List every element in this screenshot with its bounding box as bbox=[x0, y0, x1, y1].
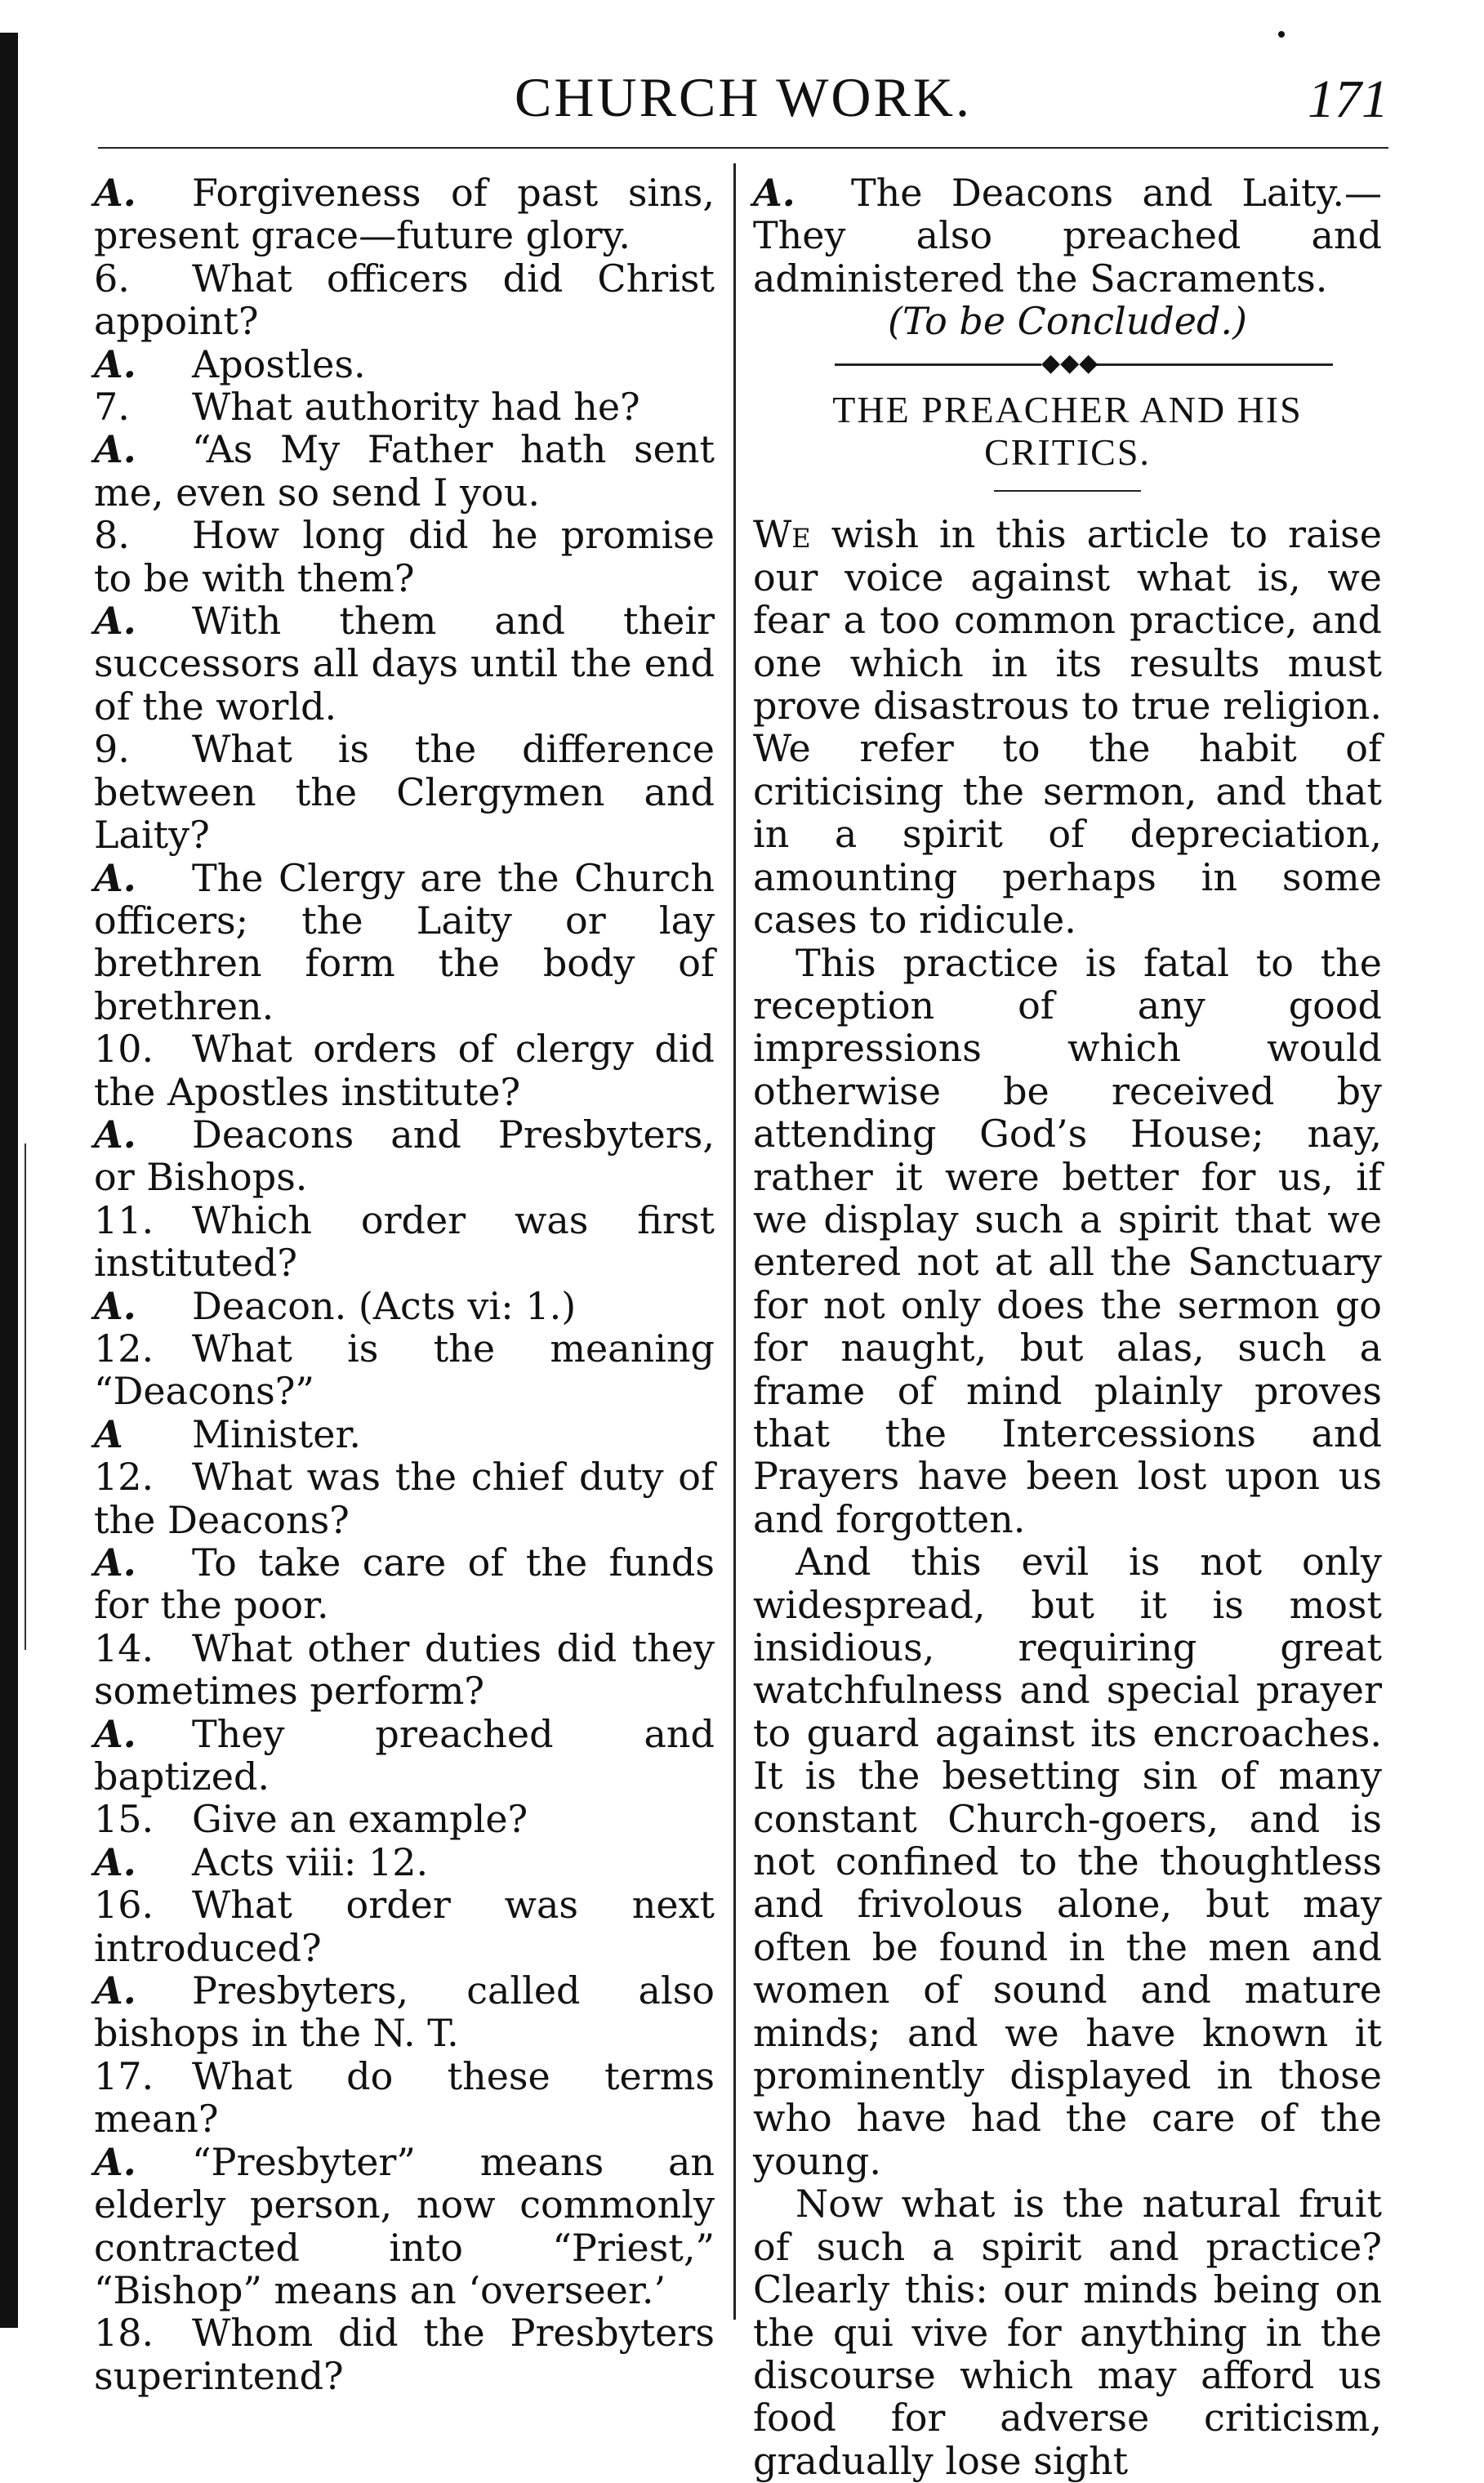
answer-label: A. bbox=[753, 171, 795, 215]
catechism-answer bbox=[94, 1413, 715, 1455]
answer-label: A. bbox=[94, 1540, 136, 1585]
binding-edge bbox=[0, 33, 18, 2328]
ornament-diamond-icon: ◆◆◆ bbox=[1041, 348, 1099, 377]
answer-label: A. bbox=[94, 599, 136, 644]
question-text: What orders of clergy did the Apostles institute? bbox=[94, 1027, 715, 1114]
answer-label: A. bbox=[94, 1839, 136, 1884]
catechism-answer bbox=[94, 428, 715, 514]
catechism-question bbox=[94, 1455, 715, 1541]
catechism-question bbox=[94, 2311, 715, 2397]
paragraph-text: wish in this article to raise our voice against what is, we fear a too common practice, and one which in its results must prove disastrous to true religion. We refer to the habit of criticising the sermon, and that in a spirit of depreciation, amounting perhaps in some cases to ridicule. bbox=[753, 512, 1383, 943]
article-paragraph bbox=[753, 513, 1382, 941]
paragraph-text: And this evil is not only widespread, but it is most insidious, requiring great watchfulness and special prayer to guard against its encroaches. It is the besetting sin of many constant Church-goers, and is not confined to the thoughtless and frivolous alone, but may often be found in the men and women of sound and mature minds; and we have known it prominently displayed in those who have had the care of the young. bbox=[753, 1540, 1382, 2183]
catechism-answer bbox=[94, 1541, 715, 1627]
catechism-question bbox=[94, 1028, 715, 1113]
catechism-answer bbox=[94, 1713, 715, 1799]
catechism-question bbox=[94, 257, 715, 343]
answer-label: A. bbox=[94, 2139, 136, 2184]
answer-text: Presbyters, called also bishops in the N. T. bbox=[94, 1968, 715, 2056]
catechism-question bbox=[94, 514, 715, 600]
catechism-question bbox=[94, 728, 715, 856]
answer-text: Deacon. (Acts vi: 1.) bbox=[192, 1283, 577, 1328]
question-text: What is the difference between the Clergymen and Laity? bbox=[94, 727, 715, 858]
answer-text: The Deacons and Laity.—They also preached and administered the Sacraments. bbox=[753, 171, 1382, 301]
answer-label: A. bbox=[94, 427, 136, 472]
catechism-answer bbox=[94, 857, 715, 1028]
column-divider bbox=[733, 163, 736, 2320]
catechism-answer bbox=[94, 343, 715, 386]
answer-label: A. bbox=[94, 1112, 136, 1157]
paragraph-text: Now what is the natural fruit of such a spirit and practice? Clearly this: our minds being on the qui vive for anything in the discourse which may afford us food for adverse criticism, gradually lose sight bbox=[753, 2182, 1382, 2483]
question-number: 18. bbox=[94, 2311, 154, 2356]
catechism-answer bbox=[94, 1969, 715, 2055]
question-text: What authority had he? bbox=[192, 385, 640, 430]
answer-label: A. bbox=[94, 1968, 136, 2013]
catechism-question bbox=[94, 1327, 715, 1413]
opening-word: We bbox=[753, 512, 811, 557]
answer-text: Deacons and Presbyters, or Bishops. bbox=[94, 1112, 715, 1200]
question-text: What order was next introduced? bbox=[94, 1883, 715, 1970]
ink-dot bbox=[1278, 31, 1285, 38]
paragraph-text: This practice is fatal to the reception of any good impressions which would otherwise be received by attending God’s House; nay, rather it were better for us, if we display such a spirit that we entered not at all the Sanctuary for not only does the sermon go for naught, but alas, such a frame of mind plainly proves that the Intercessions and Prayers have been lost upon us and forgotten. bbox=[753, 940, 1382, 1541]
catechism-question bbox=[94, 1627, 715, 1713]
catechism-answer bbox=[94, 1285, 715, 1327]
answer-text: To take care of the funds for the poor. bbox=[94, 1540, 715, 1628]
catechism-question bbox=[94, 386, 715, 428]
right-column bbox=[753, 172, 1382, 2482]
article-body bbox=[753, 513, 1382, 2482]
continued-answer bbox=[753, 172, 1382, 300]
question-number: 8. bbox=[94, 513, 130, 558]
answer-text: Acts viii: 12. bbox=[192, 1839, 429, 1884]
question-number: 7. bbox=[94, 385, 130, 430]
answer-label: A. bbox=[94, 171, 136, 215]
answer-label: A. bbox=[94, 341, 136, 386]
article-title: THE PREACHER AND HIS CRITICS. bbox=[832, 388, 1303, 474]
page-title: CHURCH WORK. bbox=[515, 66, 972, 128]
question-number: 6. bbox=[94, 256, 130, 301]
catechism-question bbox=[94, 1798, 715, 1840]
answer-text: Forgiveness of past sins, present grace—future glory. bbox=[94, 171, 715, 258]
question-number: 11. bbox=[94, 1197, 154, 1242]
left-column bbox=[94, 172, 715, 2397]
question-text: How long did he promise to be with them? bbox=[94, 513, 715, 600]
article-paragraph bbox=[753, 2182, 1382, 2482]
answer-label: A. bbox=[94, 1283, 136, 1328]
catechism-answer bbox=[94, 172, 715, 257]
question-text: What was the chief duty of the Deacons? bbox=[94, 1455, 715, 1542]
catechism-question bbox=[94, 1883, 715, 1969]
answer-text: The Clergy are the Church officers; the Laity or lay brethren form the body of brethren. bbox=[94, 855, 715, 1028]
answer-text: Apostles. bbox=[192, 341, 366, 386]
article-paragraph bbox=[753, 942, 1382, 1541]
question-text: What officers did Christ appoint? bbox=[94, 256, 715, 344]
running-header bbox=[98, 65, 1388, 147]
question-number: 15. bbox=[94, 1797, 154, 1842]
question-number: 17. bbox=[94, 2053, 154, 2098]
answer-text: “Presbyter” means an elderly person, now commonly contracted into “Priest,” “Bishop” means an ‘overseer.’ bbox=[94, 2139, 715, 2312]
catechism-answer bbox=[94, 2141, 715, 2312]
answer-text: Minister. bbox=[192, 1411, 362, 1456]
header-rule bbox=[98, 147, 1388, 149]
answer-label: A. bbox=[94, 855, 136, 900]
catechism-answer bbox=[94, 1841, 715, 1883]
question-text: Whom did the Presbyters superintend? bbox=[94, 2311, 715, 2398]
ornamental-rule bbox=[753, 348, 1382, 381]
page-number: 171 bbox=[1308, 69, 1388, 129]
question-text: Which order was first instituted? bbox=[94, 1197, 715, 1286]
catechism-answer bbox=[94, 600, 715, 728]
question-text: What other duties did they sometimes perform? bbox=[94, 1625, 715, 1714]
question-text: What do these terms mean? bbox=[94, 2053, 715, 2142]
to-be-concluded: (To be Concluded.) bbox=[888, 299, 1247, 344]
question-number: 12. bbox=[94, 1326, 154, 1371]
question-number: 16. bbox=[94, 1883, 154, 1928]
answer-label: A bbox=[94, 1411, 123, 1456]
catechism-question bbox=[94, 1199, 715, 1285]
question-number: 9. bbox=[94, 727, 130, 772]
answer-label: A. bbox=[94, 1711, 136, 1756]
question-number: 14. bbox=[94, 1625, 154, 1670]
question-number: 10. bbox=[94, 1027, 154, 1072]
answer-text: “As My Father hath sent me, even so send I you. bbox=[94, 427, 715, 515]
question-text: Give an example? bbox=[192, 1797, 528, 1842]
question-text: What is the meaning “Deacons?” bbox=[94, 1326, 715, 1414]
article-paragraph bbox=[753, 1540, 1382, 2182]
answer-text: They preached and baptized. bbox=[94, 1711, 715, 1799]
catechism-question bbox=[94, 2055, 715, 2141]
question-number: 12. bbox=[94, 1455, 154, 1500]
answer-text: With them and their successors all days until the end of the world. bbox=[94, 599, 715, 729]
binding-mark bbox=[25, 1143, 26, 1650]
title-rule bbox=[994, 490, 1141, 492]
catechism-answer bbox=[94, 1113, 715, 1199]
